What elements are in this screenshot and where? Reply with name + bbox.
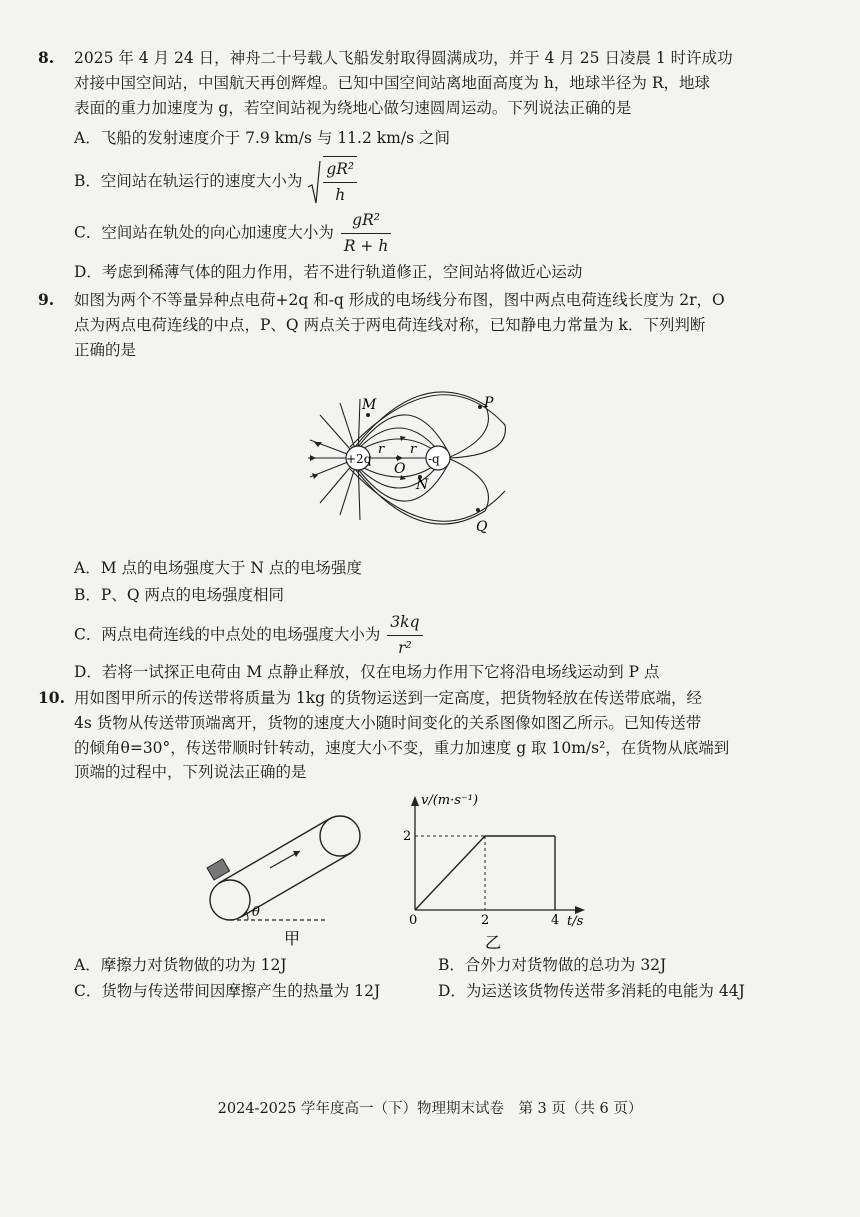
q10-option-a: A．摩擦力对货物做的功为 12J [74,956,287,974]
question-number: 10. [38,688,65,707]
fraction-numerator: gR² [341,208,392,234]
question-9 [38,288,828,362]
stem-line: 顶端的过程中，下列说法正确的是 [74,763,307,782]
y-axis-arrow [411,796,419,806]
x-tick-label: 4 [551,913,560,928]
charge-positive-label: +2q [346,452,372,466]
fraction-denominator: h [335,185,346,204]
page-footer: 2024-2025 学年度高一（下）物理期末试卷 第 3 页（共 6 页） [217,1101,643,1117]
stem-line: 点为两点电荷连线的中点，P、Q 两点关于两电荷连线对称，已知静电力常量为 k．下列判断 [74,315,706,334]
stem-line: 正确的是 [74,340,137,359]
conveyor-belt-figure [200,810,380,950]
stem-line: 2025 年 4 月 24 日，神舟二十号载人飞船发射取得圆满成功，并于 4 月 25 日凌晨 1 时许成功 [74,49,733,67]
q9-option-c [74,610,423,661]
y-tick-label: 2 [403,829,412,844]
q8-option-b [74,156,357,208]
point-q-label: Q [476,519,488,535]
fraction [341,208,392,259]
point-n-label: N [416,477,429,493]
q9-option-d: D．若将一试探正电荷由 M 点静止释放，仅在电场力作用下它将沿电场线运动到 P 点 [74,663,660,681]
question-stem [74,288,828,362]
charge-negative-label: -q [428,452,440,466]
q10-option-b: B．合外力对货物做的总功为 32J [438,956,667,974]
x-axis-arrow [575,906,585,914]
q9-option-a: A．M 点的电场强度大于 N 点的电场强度 [74,559,362,577]
distance-r-left: r [378,442,385,457]
origin-tick-label: 0 [409,913,418,928]
sqrt-expression [307,156,357,208]
fraction-numerator: gR² [323,157,357,183]
question-number: 9. [38,290,55,309]
q8-option-a: A．飞船的发射速度介于 7.9 km/s 与 11.2 km/s 之间 [74,129,450,147]
fraction-numerator: 3kq [387,610,422,636]
point-p-label: P [484,395,494,411]
stem-line: 表面的重力加速度为 g，若空间站视为绕地心做匀速圆周运动。下列说法正确的是 [74,98,632,117]
figure-a-caption: 甲 [284,929,301,948]
x-axis-label: t/s [567,914,584,929]
q8-option-d: D．考虑到稀薄气体的阻力作用，若不进行轨道修正，空间站将做近心运动 [74,263,583,281]
point-m-label: M [362,397,377,413]
question-stem [74,46,828,120]
q8-option-c [74,208,391,259]
option-text: C．两点电荷连线的中点处的电场强度大小为 [74,625,381,644]
q9-option-b: B．P、Q 两点的电场强度相同 [74,586,284,604]
stem-line: 如图为两个不等量异种点电荷+2q 和-q 形成的电场线分布图，图中两点电荷连线长度为 2r，O [74,291,725,309]
stem-line: 的倾角θ=30°，传送带顺时针转动，速度大小不变，重力加速度 g 取 10m/s²，在货物从底端到 [74,738,730,757]
fraction [387,610,422,661]
x-tick-label: 2 [481,913,490,928]
question-10 [38,686,828,785]
distance-r-right: r [410,442,417,457]
y-axis-label: v/(m·s⁻¹) [421,793,479,808]
option-text: C．空间站在轨处的向心加速度大小为 [74,223,334,242]
radical-sign [307,159,321,205]
question-8 [38,46,828,120]
q10-option-d: D．为运送该货物传送带多消耗的电能为 44J [438,982,745,1000]
q10-option-c: C．货物与传送带间因摩擦产生的热量为 12J [74,982,381,1000]
stem-line: 用如图甲所示的传送带将质量为 1kg 的货物运送到一定高度，把货物轻放在传送带底端，经 [74,689,703,707]
point-o-label: O [394,461,406,477]
angle-theta-label: θ [252,905,260,920]
electric-field-figure [300,385,520,545]
question-number: 8. [38,48,55,67]
stem-line: 4s 货物从传送带顶端离开，货物的速度大小随时间变化的关系图像如图乙所示。已知传送带 [74,713,702,732]
velocity-time-chart [395,790,595,955]
stem-line: 对接中国空间站，中国航天再创辉煌。已知中国空间站离地面高度为 h，地球半径为 R，地球 [74,73,711,92]
fraction-denominator: r² [398,638,412,657]
question-stem [74,686,828,785]
option-text: B．空间站在轨运行的速度大小为 [74,171,303,190]
figure-b-caption: 乙 [485,933,502,952]
fraction-denominator: R + h [343,236,389,255]
